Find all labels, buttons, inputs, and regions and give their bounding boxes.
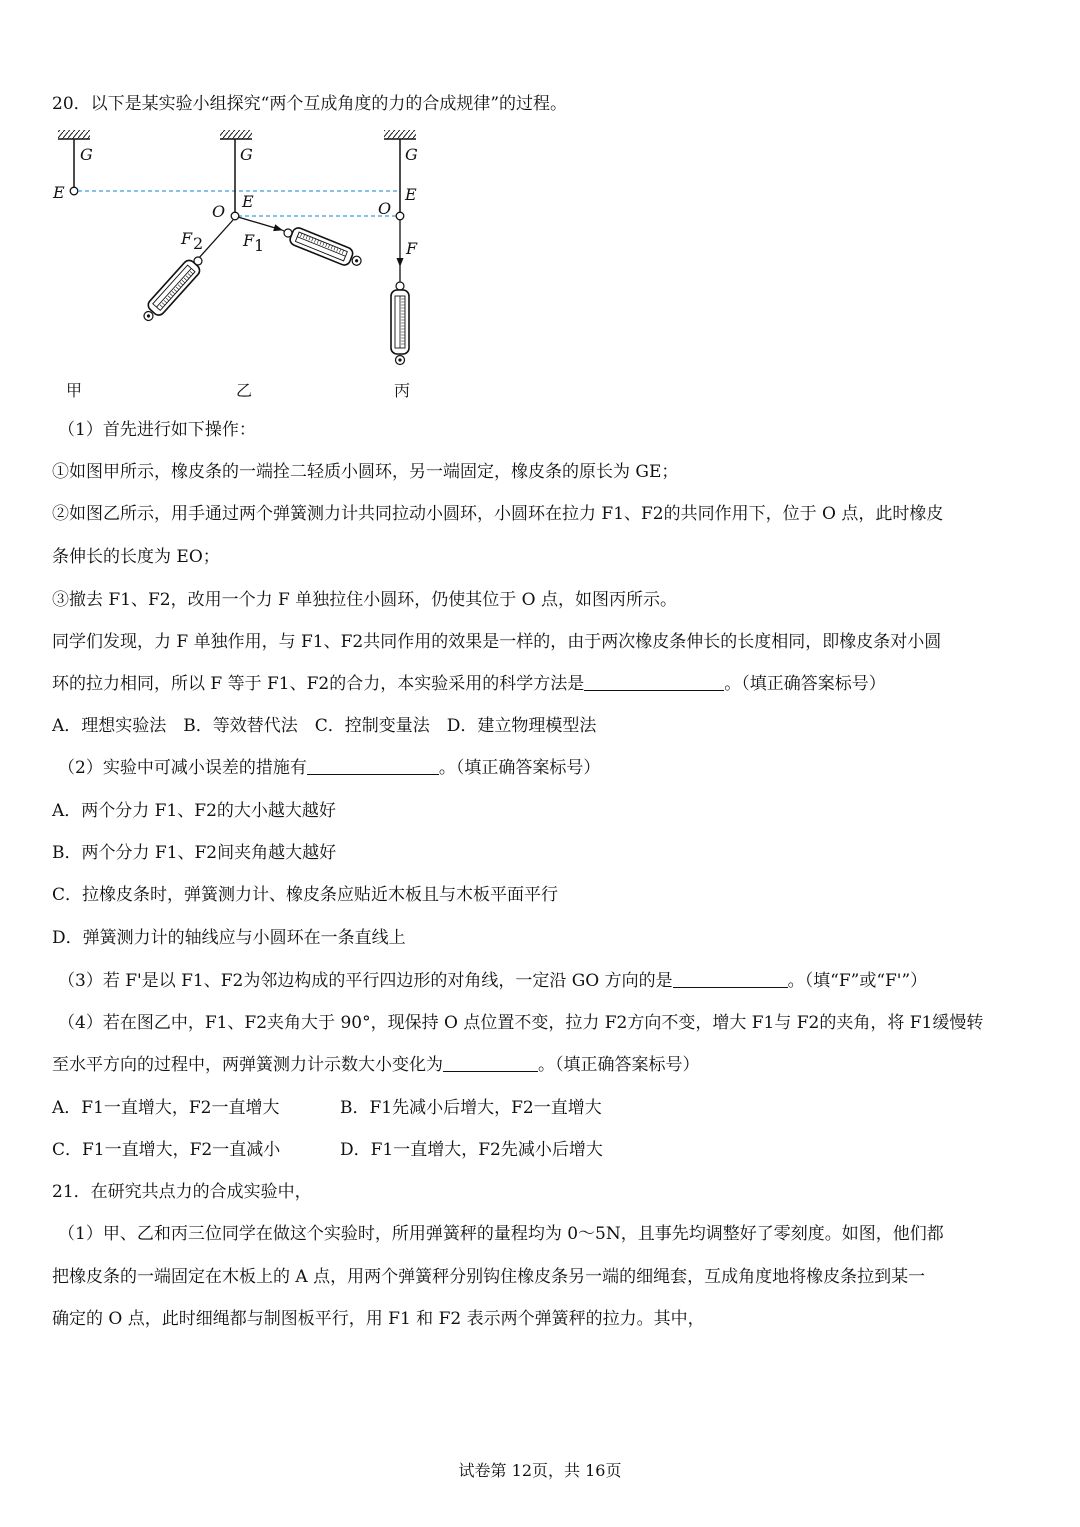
q20-p2-option-c: C．拉橡皮条时，弹簧测力计、橡皮条应贴近木板且与木板平面平行 [52,885,559,905]
label-bing: 丙 [394,381,411,400]
q20-p1-options: A．理想实验法 B．等效替代法 C．控制变量法 D．建立物理模型法 [52,716,597,736]
label-F1-sub: 1 [254,236,265,255]
q20-p4-line2-text: 至水平方向的过程中，两弹簧测力计示数大小变化为 [52,1055,443,1075]
label-G-yi: G [240,145,253,164]
q20-step3: ③撤去 F1、F2，改用一个力 F 单独拉住小圆环，仍使其位于 O 点，如图丙所示。 [52,590,677,610]
q20-p2-option-b: B．两个分力 F1、F2间夹角越大越好 [52,843,337,863]
q20-p2-tail: 。（填正确答案标号） [438,758,601,778]
q20-p4-option-d: D．F1一直增大，F2先减小后增大 [340,1140,603,1160]
answer-blank-p1[interactable] [584,673,724,691]
q21-p1-line1: （1）甲、乙和丙三位同学在做这个实验时，所用弹簧秤的量程均为 0～5N，且事先均调整好了零刻度。如图，他们都 [58,1224,944,1244]
q20-step1: ①如图甲所示，橡皮条的一端拴二轻质小圆环，另一端固定，橡皮条的原长为 GE； [52,462,679,482]
q20-para-line1: 同学们发现，力 F 单独作用，与 F1、F2共同作用的效果是一样的，由于两次橡皮条伸长的长度相同，即橡皮条对小圆 [52,632,942,652]
q20-step2-line1: ②如图乙所示，用手通过两个弹簧测力计共同拉动小圆环，小圆环在拉力 F1、F2的共同作用下，位于 O 点，此时橡皮 [52,504,944,524]
answer-blank-p3[interactable] [673,970,788,988]
q21-title: 21．在研究共点力的合成实验中， [52,1182,312,1202]
q20-p4-option-a: A．F1一直增大，F2一直增大 [52,1098,280,1118]
label-F1: F [243,231,255,250]
q20-p3-text: （3）若 F'是以 F1、F2为邻边构成的平行四边形的对角线，一定沿 GO 方向的是 [58,971,673,991]
label-jia: 甲 [66,381,83,400]
q20-para-line2 [52,672,886,696]
q20-para-line2-text: 环的拉力相同，所以 F 等于 F1、F2的合力，本实验采用的科学方法是 [52,674,585,694]
q20-p4-option-b: B．F1先减小后增大，F2一直增大 [340,1098,602,1118]
spring-scale-f2 [139,252,208,325]
figure-bing [378,130,418,400]
q20-p1-heading: （1）首先进行如下操作： [58,420,256,440]
page-footer: 试卷第 12页，共 16页 [458,1461,622,1480]
experiment-figure [48,120,448,405]
q20-p4-line1: （4）若在图乙中，F1、F2夹角大于 90°，现保持 O 点位置不变，拉力 F2方向不变，增大 F1与 F2的夹角，将 F1缓慢转 [58,1013,984,1033]
label-F2-sub: 2 [193,234,204,253]
figure-jia [52,130,93,400]
q20-p3-tail: 。（填“F”或“F'”） [787,971,928,991]
q20-title: 20．以下是某实验小组探究“两个互成角度的力的合成规律”的过程。 [52,94,568,114]
q20-p2 [58,756,600,780]
q21-p1-line3: 确定的 O 点，此时细绳都与制图板平行，用 F1 和 F2 表示两个弹簧秤的拉力。其中， [52,1309,705,1329]
q20-p4-line2-tail: 。（填正确答案标号） [538,1055,700,1075]
label-E-yi: E [242,192,254,211]
label-E-bing: E [405,185,417,204]
label-O-bing: O [378,199,392,218]
label-F2: F [181,229,193,248]
q20-p2-option-d: D．弹簧测力计的轴线应与小圆环在一条直线上 [52,928,406,948]
q21-p1-line2: 把橡皮条的一端固定在木板上的 A 点，用两个弹簧秤分别钩住橡皮条另一端的细绳套，互成角度地将橡皮条拉到某一 [52,1267,926,1287]
q20-step2-line2: 条伸长的长度为 EO； [52,547,220,567]
q20-p2-option-a: A．两个分力 F1、F2的大小越大越好 [52,801,336,821]
q20-p2-text: （2）实验中可减小误差的措施有 [58,758,307,778]
q20-p3 [58,969,927,993]
q20-p4-line2 [52,1053,700,1077]
label-E-jia: E [53,183,65,202]
label-O-yi: O [212,202,226,221]
label-G-bing: G [405,145,418,164]
answer-blank-p2[interactable] [307,757,439,775]
figure-yi [139,130,364,400]
q20-p4-option-c: C．F1一直增大，F2一直减小 [52,1140,281,1160]
q20-para-line2-tail: 。（填正确答案标号） [724,674,886,694]
spring-scale-f1 [281,223,364,271]
spring-scale-f [391,282,409,365]
answer-blank-p4[interactable] [443,1054,538,1072]
label-F-bing: F [406,239,418,258]
label-yi: 乙 [236,381,253,400]
label-G-jia: G [80,145,93,164]
